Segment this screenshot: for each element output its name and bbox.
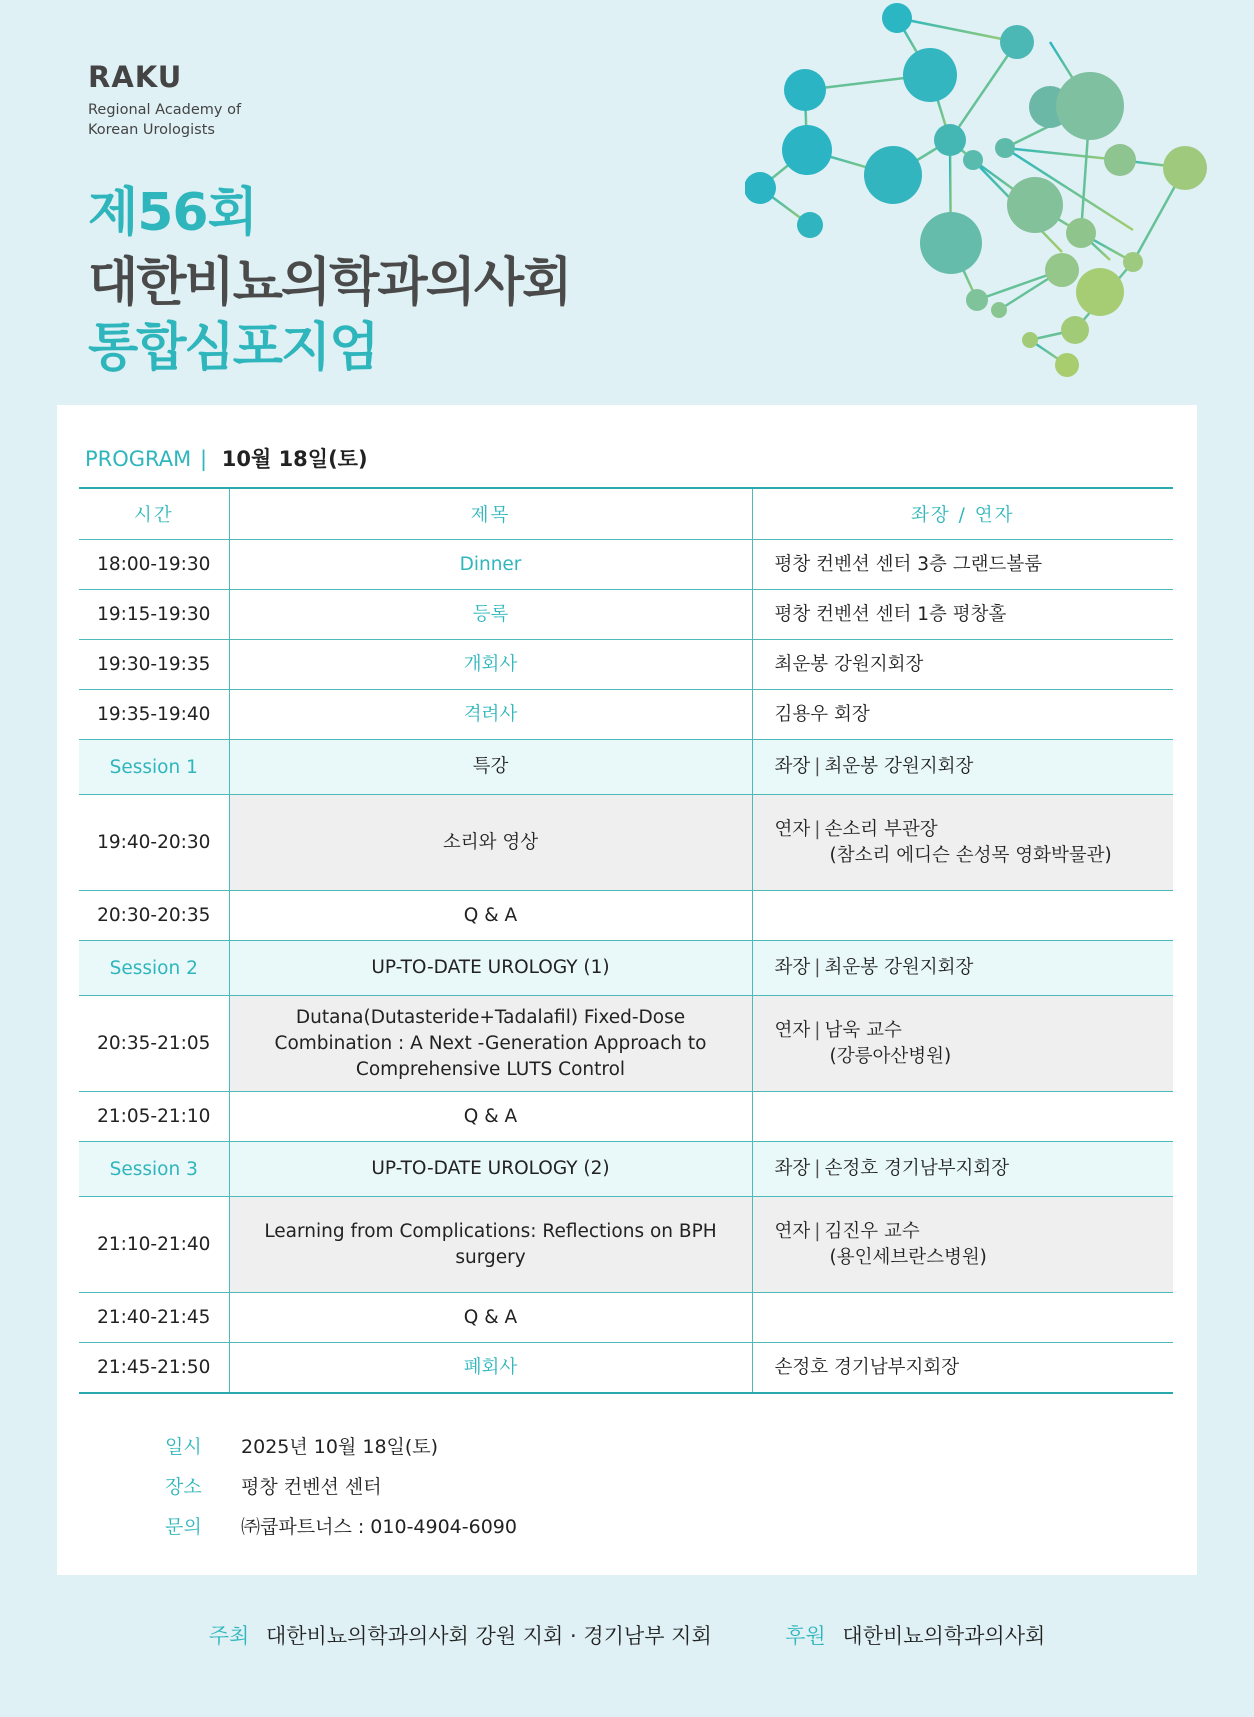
info-date-label: 일시 bbox=[165, 1436, 202, 1458]
talk-speaker: 연자 | 남욱 교수 (강릉아산병원) bbox=[752, 996, 1173, 1092]
info-venue-row bbox=[165, 1467, 517, 1507]
table-row bbox=[79, 590, 1173, 640]
session-label: Session 3 bbox=[79, 1142, 229, 1197]
row-title: 개회사 bbox=[229, 640, 752, 690]
table-header-row bbox=[79, 488, 1173, 540]
program-date: 10월 18일(토) bbox=[221, 447, 368, 471]
row-speaker bbox=[752, 891, 1173, 941]
row-title: 폐회사 bbox=[229, 1343, 752, 1394]
row-speaker: 평창 컨벤션 센터 3층 그랜드볼룸 bbox=[752, 540, 1173, 590]
row-time: 19:15-19:30 bbox=[79, 590, 229, 640]
row-time: 19:35-19:40 bbox=[79, 690, 229, 740]
talk-title: 소리와 영상 bbox=[229, 795, 752, 891]
column-header-time: 시간 bbox=[79, 488, 229, 540]
row-time: 21:05-21:10 bbox=[79, 1092, 229, 1142]
talk-row bbox=[79, 1197, 1173, 1293]
speaker-role: 연자 bbox=[774, 1220, 811, 1242]
host-label: 주최 bbox=[208, 1624, 250, 1648]
table-row bbox=[79, 540, 1173, 590]
sponsor-value: 대한비뇨의학과의사회 bbox=[842, 1624, 1046, 1648]
speaker-name: 최운봉 강원지회장 bbox=[824, 756, 974, 777]
org-abbreviation: RAKU bbox=[88, 60, 183, 94]
session-row bbox=[79, 740, 1173, 795]
row-time: 21:40-21:45 bbox=[79, 1293, 229, 1343]
column-header-speaker: 좌장 / 연자 bbox=[752, 488, 1173, 540]
row-time: 19:40-20:30 bbox=[79, 795, 229, 891]
row-speaker: 평창 컨벤션 센터 1층 평창홀 bbox=[752, 590, 1173, 640]
session-title: UP-TO-DATE UROLOGY (2) bbox=[229, 1142, 752, 1197]
row-title: Dinner bbox=[229, 540, 752, 590]
session-title: UP-TO-DATE UROLOGY (1) bbox=[229, 941, 752, 996]
talk-speaker: 연자 | 손소리 부관장 (참소리 에디슨 손성목 영화박물관) bbox=[752, 795, 1173, 891]
row-time: 21:45-21:50 bbox=[79, 1343, 229, 1394]
session-row bbox=[79, 941, 1173, 996]
speaker-name: 남욱 교수 bbox=[824, 1019, 902, 1041]
column-header-title: 제목 bbox=[229, 488, 752, 540]
program-table bbox=[79, 487, 1173, 1394]
event-ordinal: 제56회 bbox=[88, 183, 257, 243]
speaker-affiliation: (용인세브란스병원) bbox=[829, 1246, 987, 1268]
program-heading bbox=[85, 443, 368, 473]
row-title: Q & A bbox=[229, 1092, 752, 1142]
session-chair: 좌장 | 손정호 경기남부지회장 bbox=[752, 1142, 1173, 1197]
speaker-role: 좌장 bbox=[774, 1158, 811, 1179]
info-date-value: 2025년 10월 18일(토) bbox=[241, 1436, 439, 1458]
talk-title: Dutana(Dutasteride+Tadalafil) Fixed-Dose Combination : A Next -Generation Approach to Comprehensive LUTS Control bbox=[229, 996, 752, 1092]
row-time: 18:00-19:30 bbox=[79, 540, 229, 590]
row-time: 20:30-20:35 bbox=[79, 891, 229, 941]
session-label: Session 1 bbox=[79, 740, 229, 795]
org-full-name-line2: Korean Urologists bbox=[88, 122, 215, 138]
org-full-name bbox=[88, 100, 241, 140]
program-separator: | bbox=[199, 447, 208, 471]
talk-speaker: 연자 | 김진우 교수 (용인세브란스병원) bbox=[752, 1197, 1173, 1293]
session-row bbox=[79, 1142, 1173, 1197]
row-title: 격려사 bbox=[229, 690, 752, 740]
speaker-name: 최운봉 강원지회장 bbox=[824, 957, 974, 978]
row-speaker: 김용우 회장 bbox=[752, 690, 1173, 740]
talk-row bbox=[79, 996, 1173, 1092]
row-speaker bbox=[752, 1293, 1173, 1343]
row-title: Q & A bbox=[229, 1293, 752, 1343]
row-speaker: 손정호 경기남부지회장 bbox=[752, 1343, 1173, 1394]
info-venue-value: 평창 컨벤션 센터 bbox=[241, 1476, 382, 1498]
host-value: 대한비뇨의학과의사회 강원 지회 · 경기남부 지회 bbox=[265, 1624, 712, 1648]
event-info bbox=[165, 1427, 517, 1547]
session-chair: 좌장 | 최운봉 강원지회장 bbox=[752, 740, 1173, 795]
table-row bbox=[79, 690, 1173, 740]
row-speaker bbox=[752, 1092, 1173, 1142]
speaker-name: 손정호 경기남부지회장 bbox=[824, 1158, 1010, 1179]
event-org-title: 대한비뇨의학과의사회 bbox=[88, 253, 571, 313]
info-date-row bbox=[165, 1427, 517, 1467]
table-row bbox=[79, 891, 1173, 941]
info-contact-label: 문의 bbox=[165, 1516, 202, 1538]
speaker-role: 연자 bbox=[774, 1019, 811, 1041]
table-row bbox=[79, 1092, 1173, 1142]
row-title: 등록 bbox=[229, 590, 752, 640]
session-label: Session 2 bbox=[79, 941, 229, 996]
row-time: 20:35-21:05 bbox=[79, 996, 229, 1092]
event-title: 통합심포지엄 bbox=[88, 318, 378, 378]
footer bbox=[0, 1620, 1254, 1650]
table-row bbox=[79, 1293, 1173, 1343]
org-full-name-line1: Regional Academy of bbox=[88, 102, 242, 118]
speaker-affiliation: (강릉아산병원) bbox=[829, 1045, 952, 1067]
speaker-role: 좌장 bbox=[774, 957, 811, 978]
info-contact-row bbox=[165, 1507, 517, 1547]
session-title: 특강 bbox=[229, 740, 752, 795]
speaker-name: 김진우 교수 bbox=[824, 1220, 920, 1242]
table-row bbox=[79, 640, 1173, 690]
info-contact-value: ㈜쿱파트너스 : 010-4904-6090 bbox=[241, 1516, 517, 1538]
speaker-role: 좌장 bbox=[774, 756, 811, 777]
row-time: 19:30-19:35 bbox=[79, 640, 229, 690]
header bbox=[0, 0, 1254, 405]
speaker-role: 연자 bbox=[774, 818, 811, 840]
row-time: 21:10-21:40 bbox=[79, 1197, 229, 1293]
sponsor-label: 후원 bbox=[785, 1624, 826, 1648]
speaker-name: 손소리 부관장 bbox=[824, 818, 938, 840]
session-chair: 좌장 | 최운봉 강원지회장 bbox=[752, 941, 1173, 996]
speaker-affiliation: (참소리 에디슨 손성목 영화박물관) bbox=[829, 844, 1112, 866]
program-card bbox=[57, 405, 1197, 1575]
molecule-network-icon bbox=[745, 0, 1225, 390]
talk-title: Learning from Complications: Reflections on BPH surgery bbox=[229, 1197, 752, 1293]
row-speaker: 최운봉 강원지회장 bbox=[752, 640, 1173, 690]
info-venue-label: 장소 bbox=[165, 1476, 202, 1498]
program-label: PROGRAM bbox=[85, 447, 192, 471]
talk-row bbox=[79, 795, 1173, 891]
row-title: Q & A bbox=[229, 891, 752, 941]
table-row bbox=[79, 1343, 1173, 1394]
